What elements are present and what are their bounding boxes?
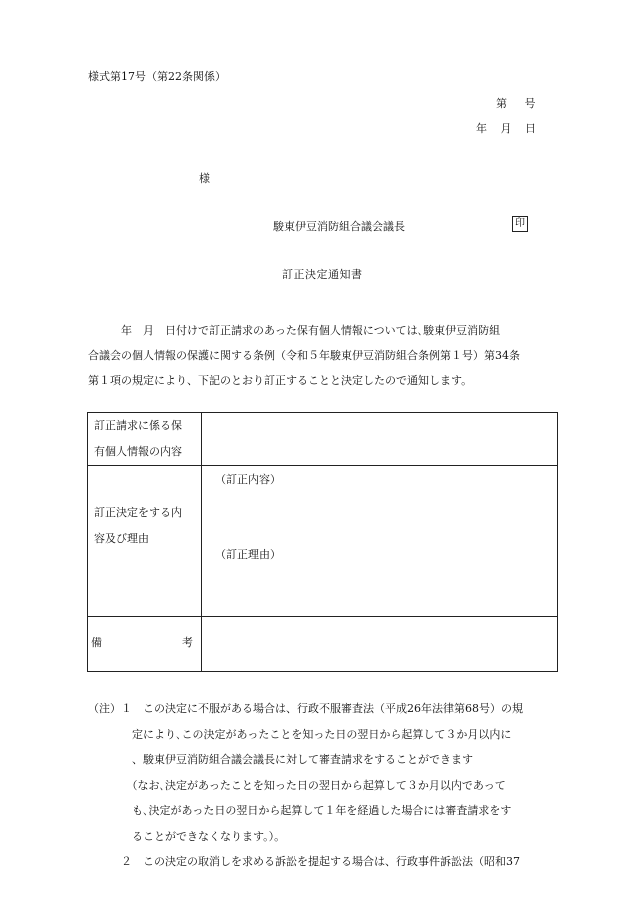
body-paragraph: [88, 318, 558, 393]
remarks-field[interactable]: [202, 617, 558, 672]
label-line: 有個人情報の内容: [94, 445, 182, 458]
note-line: （注）１ この決定に不服がある場合は、行政不服審査法（平成26年法律第68号）の規: [88, 702, 523, 715]
remarks-label: [88, 617, 202, 672]
note-line: （なお､決定があったことを知った日の翌日から起算して３か月以内であって: [88, 778, 506, 792]
body-line: 合議会の個人情報の保護に関する条例（令和５年駿東伊豆消防組合条例第１号）第34条: [88, 349, 520, 362]
note-line: ２ この決定の取消しを求める訴訟を提起する場合は、行政事件訴訟法（昭和37: [88, 855, 520, 868]
note-line: 定により､この決定があったことを知った日の翌日から起算して３か月以内に: [88, 727, 512, 741]
label-line: 訂正決定をする内: [94, 506, 182, 519]
correction-reason-heading: （訂正理由）: [215, 548, 281, 561]
note-line: も､決定があった日の翌日から起算して１年を経過した場合には審査請求をす: [88, 804, 512, 817]
document-title: 訂正決定通知書: [282, 268, 363, 281]
decision-table: [87, 412, 558, 672]
form-number: 様式第17号（第22条関係）: [88, 70, 226, 83]
decision-field[interactable]: [202, 466, 558, 617]
label-text: 備: [91, 636, 102, 649]
document-number: 第 号: [496, 97, 536, 110]
table-row-info-content: [88, 413, 558, 466]
info-content-field[interactable]: [202, 413, 558, 466]
label-line: 訂正請求に係る保: [94, 419, 182, 432]
info-content-label: [88, 413, 202, 466]
addressee-line: 様: [199, 172, 210, 185]
sender-name: 駿東伊豆消防組合議会議長: [273, 220, 405, 233]
note-line: 、駿東伊豆消防組合議会議長に対して審査請求をすることができます: [88, 753, 473, 766]
table-row-decision: [88, 466, 558, 617]
body-line: 年 月 日付けで訂正請求のあった保有個人情報については､駿東伊豆消防組: [88, 324, 501, 337]
decision-label: [88, 466, 202, 617]
body-line: 第１項の規定により、下記のとおり訂正することと決定したので通知します。: [88, 374, 473, 387]
notes-section: [88, 696, 588, 875]
table-row-remarks: [88, 617, 558, 672]
document-date: 年 月 日: [476, 122, 536, 135]
correction-content-heading: （訂正内容）: [215, 473, 281, 486]
label-text: 考: [182, 636, 193, 649]
seal-mark: 印: [512, 216, 528, 232]
label-line: 容及び理由: [94, 532, 149, 545]
note-line: ることができなくなります。）。: [88, 829, 286, 843]
